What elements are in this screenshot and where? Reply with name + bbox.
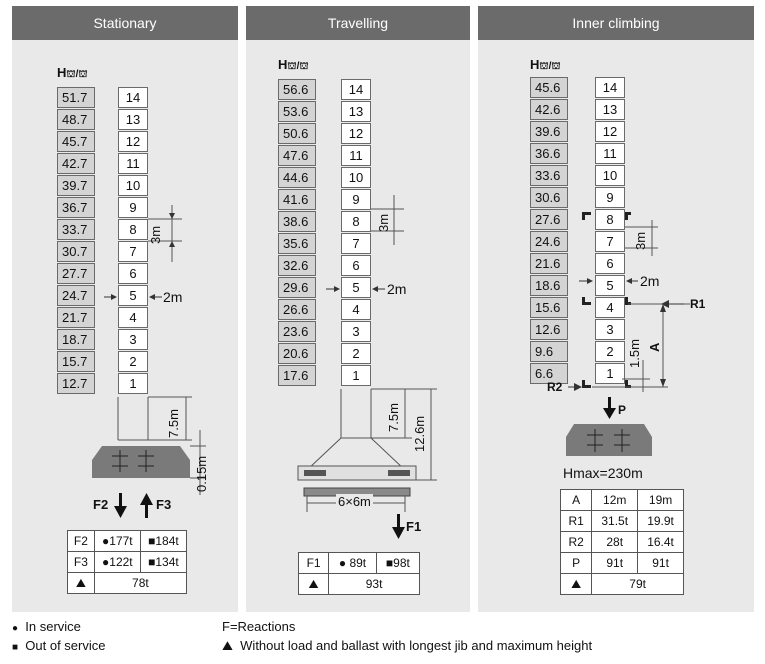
reaction-r1-label: R1 [690, 297, 706, 311]
travelling-dim-track: 6×6m [338, 494, 371, 509]
in-service-value: 122t [109, 555, 133, 569]
in-service-value: 89t [349, 556, 367, 570]
load-icon: ⛰ [68, 573, 95, 594]
travelling-dim-width: 2m [387, 281, 407, 297]
section-cell: 6 [595, 253, 625, 274]
section-cell: 5 [118, 285, 148, 306]
table-row [561, 574, 684, 595]
inner-height-header: H⛫/⛫ [530, 57, 561, 72]
reaction-r2-label: R2 [547, 380, 563, 394]
bullet-dot-icon: ● [102, 534, 110, 548]
no-load-value: 78t [94, 573, 186, 594]
height-cell: 24.7 [57, 285, 95, 306]
table-row [561, 532, 684, 553]
height-cell: 9.6 [530, 341, 568, 362]
row-label: A [561, 490, 592, 511]
height-cell: 33.6 [530, 165, 568, 186]
crane-icon: ⛫/⛫ [66, 69, 88, 80]
section-cell: 13 [595, 99, 625, 120]
section-cell: 5 [341, 277, 371, 298]
inner-footing [566, 424, 652, 456]
bullet-dot-icon: ● [338, 556, 350, 570]
height-cell: 36.6 [530, 143, 568, 164]
section-cell: 9 [341, 189, 371, 210]
inner-hmax: Hmax=230m [563, 465, 643, 481]
load-icon: ⛰ [299, 574, 329, 595]
section-cell: 6 [341, 255, 371, 276]
bullet-square-icon: ■ [385, 556, 394, 570]
section-cell: 1 [341, 365, 371, 386]
travelling-dim-section: 3m [376, 213, 391, 232]
section-cell: 2 [341, 343, 371, 364]
height-cell: 12.7 [57, 373, 95, 394]
crane-icon: ⛫/⛫ [539, 61, 561, 72]
row-label: F1 [299, 553, 329, 574]
out-service-value: 184t [155, 534, 179, 548]
inner-reaction-table [560, 489, 684, 595]
section-cell: 6 [118, 263, 148, 284]
section-cell: 7 [595, 231, 625, 252]
value-2: 91t [638, 553, 684, 574]
section-cell: 14 [595, 77, 625, 98]
travelling-title: Travelling [246, 6, 470, 40]
height-cell: 17.6 [278, 365, 316, 386]
section-cell: 2 [595, 341, 625, 362]
row-label: F3 [68, 552, 95, 573]
section-cell: 5 [595, 275, 625, 296]
inner-dim-width: 2m [640, 273, 660, 289]
p-arrow [603, 408, 616, 419]
height-cell: 18.6 [530, 275, 568, 296]
row-label: F2 [68, 531, 95, 552]
height-cell: 33.7 [57, 219, 95, 240]
section-cell: 10 [595, 165, 625, 186]
section-cell: 10 [118, 175, 148, 196]
out-service-value: 98t [393, 556, 410, 570]
height-cell: 51.7 [57, 87, 95, 108]
out-service-value: 134t [155, 555, 179, 569]
height-cell: 24.6 [530, 231, 568, 252]
height-cell: 20.6 [278, 343, 316, 364]
section-cell: 12 [595, 121, 625, 142]
height-cell: 36.7 [57, 197, 95, 218]
inner-dim-a: A [647, 342, 662, 352]
section-cell: 3 [595, 319, 625, 340]
height-cell: 29.6 [278, 277, 316, 298]
force-f2-label: F2 [93, 497, 109, 512]
height-cell: 42.6 [530, 99, 568, 120]
force-p-label: P [618, 403, 627, 417]
row-label: P [561, 553, 592, 574]
section-cell: 8 [341, 211, 371, 232]
section-cell: 4 [341, 299, 371, 320]
height-cell: 27.7 [57, 263, 95, 284]
section-cell: 3 [118, 329, 148, 350]
stationary-dim-foundation: 0.15m [194, 455, 209, 492]
section-cell: 11 [341, 145, 371, 166]
inner-climbing-title: Inner climbing [478, 6, 754, 40]
section-cell: 11 [118, 153, 148, 174]
force-f3-label: F3 [156, 497, 172, 512]
height-cell: 30.6 [530, 187, 568, 208]
bullet-dot-icon: ● [102, 555, 110, 569]
no-load-value: 93t [329, 574, 420, 595]
row-label: R1 [561, 511, 592, 532]
stationary-title: Stationary [12, 6, 238, 40]
height-cell: 27.6 [530, 209, 568, 230]
height-cell: 21.6 [530, 253, 568, 274]
inner-dim-bottom: 1.5m [627, 339, 642, 368]
inner-dim-section: 3m [633, 231, 648, 250]
height-cell: 41.6 [278, 189, 316, 210]
travelling-dim-total: 12.6m [412, 415, 427, 452]
legend-reactions: F=Reactions [222, 619, 296, 634]
load-icon: ⛰ [561, 574, 592, 595]
height-cell: 44.6 [278, 167, 316, 188]
value-2: 16.4t [638, 532, 684, 553]
height-cell: 53.6 [278, 101, 316, 122]
height-cell: 26.6 [278, 299, 316, 320]
height-cell: 18.7 [57, 329, 95, 350]
height-cell: 30.7 [57, 241, 95, 262]
height-cell: 45.7 [57, 131, 95, 152]
bullet-square-icon: ■ [148, 534, 156, 548]
section-cell: 9 [118, 197, 148, 218]
table-row [561, 511, 684, 532]
legend-out-of-service: ■ Out of service [12, 638, 106, 653]
value-1: 31.5t [592, 511, 638, 532]
section-cell: 9 [595, 187, 625, 208]
height-cell: 6.6 [530, 363, 568, 384]
section-cell: 14 [341, 79, 371, 100]
r2-arrow [574, 383, 582, 391]
table-row [561, 490, 684, 511]
crane-icon: ⛫/⛫ [287, 61, 309, 72]
section-cell: 2 [118, 351, 148, 372]
value-2: 19.9t [638, 511, 684, 532]
value-1: 28t [592, 532, 638, 553]
section-cell: 1 [118, 373, 148, 394]
legend-no-load-note: ⛰ Without load and ballast with longest jib and maximum height [222, 638, 593, 653]
section-cell: 10 [341, 167, 371, 188]
stationary-dim-width: 2m [163, 289, 183, 305]
height-cell: 23.6 [278, 321, 316, 342]
value-1: 12m [592, 490, 638, 511]
legend-in-service: ● In service [12, 619, 81, 634]
height-cell: 47.6 [278, 145, 316, 166]
stationary-dim-base: 7.5m [166, 409, 181, 438]
height-cell: 39.7 [57, 175, 95, 196]
section-cell: 1 [595, 363, 625, 384]
section-cell: 8 [595, 209, 625, 230]
stationary-height-header: H⛫/⛫ [57, 65, 88, 80]
height-cell: 42.7 [57, 153, 95, 174]
height-cell: 12.6 [530, 319, 568, 340]
section-cell: 4 [595, 297, 625, 318]
section-cell: 7 [341, 233, 371, 254]
section-cell: 12 [341, 123, 371, 144]
travelling-height-header: H⛫/⛫ [278, 57, 309, 72]
bullet-dot-icon: ● [12, 623, 19, 634]
force-f1-label: F1 [406, 519, 422, 534]
height-cell: 15.7 [57, 351, 95, 372]
in-service-value: 177t [109, 534, 133, 548]
value-2: 19m [638, 490, 684, 511]
height-cell: 50.6 [278, 123, 316, 144]
height-cell: 35.6 [278, 233, 316, 254]
travelling-dim-base: 7.5m [386, 403, 401, 432]
row-label: R2 [561, 532, 592, 553]
section-cell: 11 [595, 143, 625, 164]
height-cell: 48.7 [57, 109, 95, 130]
value-1: 91t [592, 553, 638, 574]
table-row [561, 553, 684, 574]
section-cell: 8 [118, 219, 148, 240]
bullet-square-icon: ■ [148, 555, 156, 569]
section-cell: 14 [118, 87, 148, 108]
section-cell: 13 [341, 101, 371, 122]
stationary-dim-section: 3m [148, 225, 163, 244]
height-cell: 15.6 [530, 297, 568, 318]
no-load-value: 79t [592, 574, 684, 595]
bullet-square-icon: ■ [12, 642, 19, 653]
height-cell: 38.6 [278, 211, 316, 232]
height-cell: 21.7 [57, 307, 95, 328]
height-cell: 56.6 [278, 79, 316, 100]
load-icon: ⛰ [222, 638, 233, 653]
height-cell: 45.6 [530, 77, 568, 98]
section-cell: 3 [341, 321, 371, 342]
height-cell: 32.6 [278, 255, 316, 276]
height-cell: 39.6 [530, 121, 568, 142]
section-cell: 4 [118, 307, 148, 328]
section-cell: 7 [118, 241, 148, 262]
section-cell: 12 [118, 131, 148, 152]
section-cell: 13 [118, 109, 148, 130]
